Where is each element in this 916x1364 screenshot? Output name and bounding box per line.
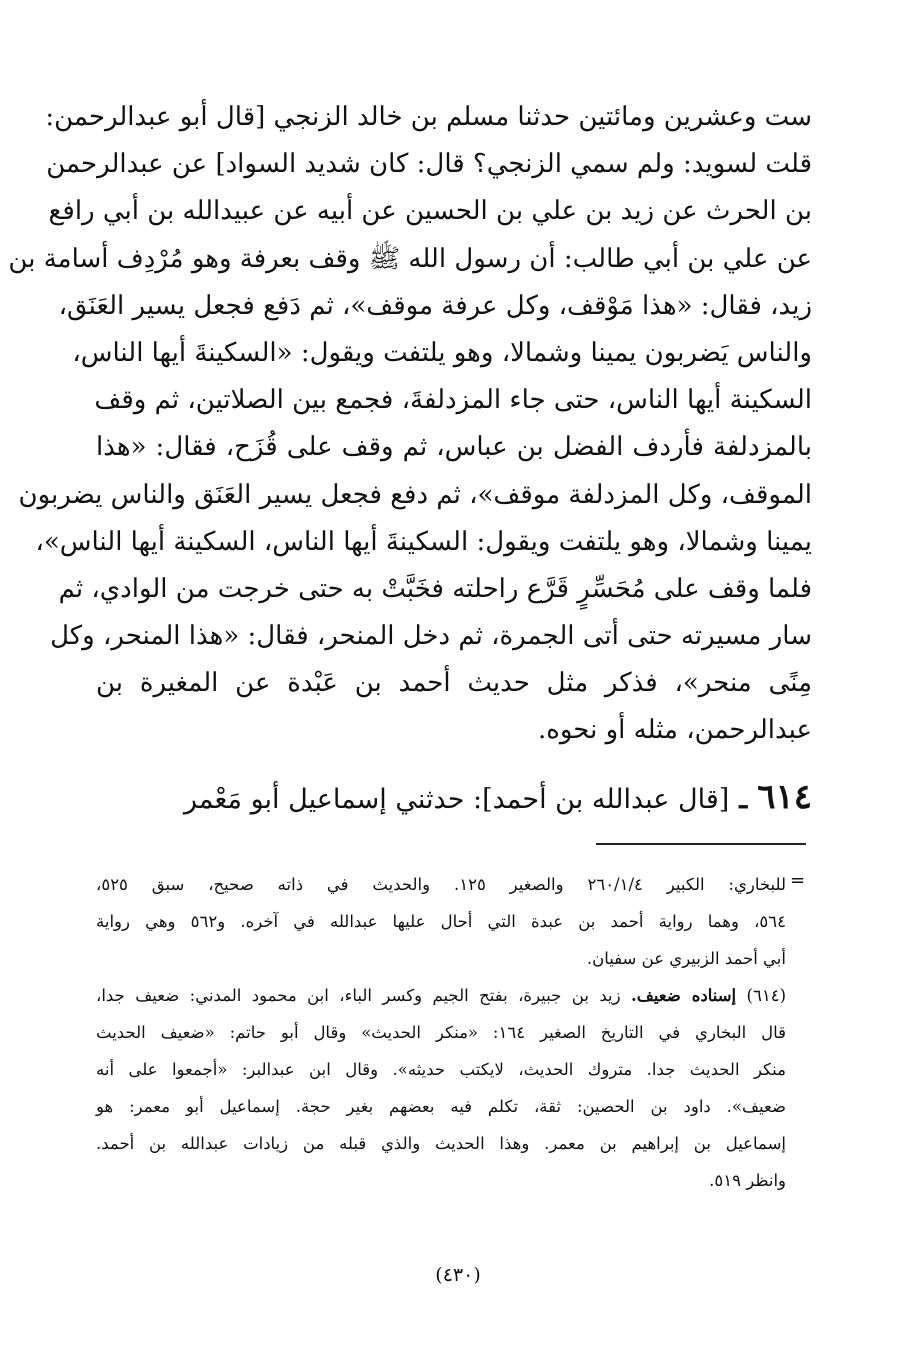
footnote-continuation-mark: =	[790, 870, 806, 891]
footnote-line: ضعيف». داود بن الحصين: ثقة، تكلم فيه بعضهم بغير حجة. إسماعيل أبو معمر: هو	[96, 1097, 786, 1116]
footnote-line: وانظر ٥١٩.	[709, 1171, 786, 1190]
main-text-line: السكينة أيها الناس، حتى جاء المزدلفةَ، فجمع بين الصلاتين، ثم وقف	[94, 385, 812, 416]
main-text-line: فلما وقف على مُحَسِّرٍ قَرَّع راحلته فخَبَّتْ به حتى خرجت من الوادي، ثم	[58, 573, 812, 604]
footnote-line: إسماعيل بن إبراهيم بن معمر. وهذا الحديث والذي قبله من زيادات عبدالله بن أحمد.	[96, 1134, 786, 1153]
footnote-grading: إسناده ضعيف.	[631, 986, 737, 1005]
footnote-number: (٦١٤)	[746, 986, 787, 1005]
main-text-line: يمينا وشمالا، وهو يلتفت ويقول: السكينةَ أيها الناس، السكينة أيها الناس»،	[35, 526, 812, 557]
hadith-heading	[96, 770, 812, 824]
footnotes-block	[96, 866, 786, 1199]
footnote-614-first-line	[96, 977, 786, 1014]
footnote-divider	[596, 843, 806, 845]
footnote-line: أبي أحمد الزبيري عن سفيان.	[586, 949, 786, 968]
main-text-line: ست وعشرين ومائتين حدثنا مسلم بن خالد الزنجي [قال أبو عبدالرحمن:	[45, 102, 812, 132]
footnote-line: قال البخاري في التاريخ الصغير ١٦٤: «منكر الحديث» وقال أبو حاتم: «ضعيف الحديث	[96, 1023, 786, 1042]
main-text-line: سار مسيرته حتى أتى الجمرة، ثم دخل المنحر، فقال: «هذا المنحر، وكل	[50, 621, 812, 652]
main-text-block	[8, 94, 812, 755]
hadith-number: ٦١٤	[757, 777, 812, 817]
hadith-heading-text: [قال عبدالله بن أحمد]: حدثني إسماعيل أبو مَعْمر	[184, 784, 730, 815]
footnote-line: ٥٦٤، وهما رواية أحمد بن عبدة التي أحال عليها عبدالله في آخره. و٥٦٢ وهي رواية	[96, 912, 786, 931]
hadith-dash: ـ	[739, 784, 748, 815]
page-number: (٤٣٠)	[435, 1264, 481, 1286]
main-text-line: عبدالرحمن، مثله أو نحوه.	[537, 715, 812, 746]
main-text-line: بالمزدلفة فأردف الفضل بن عباس، ثم وقف على قُزَح، فقال: «هذا	[96, 432, 812, 463]
main-text-line: قلت لسويد: ولم سمي الزنجي؟ قال: كان شديد السواد] عن عبدالرحمن	[46, 149, 812, 180]
main-text-line: الموقف، وكل المزدلفة موقف»، ثم دفع فجعل يسير العَنَق والناس يضربون	[18, 479, 812, 510]
main-text-line: والناس يَضربون يمينا وشمالا، وهو يلتفت ويقول: «السكينةَ أيها الناس،	[72, 337, 812, 368]
footnote-line: للبخاري: الكبير ٢٦٠/١/٤ والصغير ١٢٥. والحديث في ذاته صحيح، سبق ٥٢٥،	[96, 875, 787, 894]
main-text-line: بن الحرث عن زيد بن علي بن الحسين عن أبيه عن عبيدالله بن أبي رافع	[48, 196, 812, 227]
footnote-text: زيد بن جبيرة، بفتح الجيم وكسر الباء، ابن محمود المدني: ضعيف جدا،	[96, 986, 621, 1005]
footnote-line: منكر الحديث جدا. متروك الحديث، لايكتب حديثه». وقال ابن عبدالبر: «أجمعوا على أنه	[96, 1060, 786, 1079]
main-text-line: زيد، فقال: «هذا مَوْقف، وكل عرفة موقف»، ثم دَفع فجعل يسير العَنَق،	[58, 290, 812, 321]
main-text-line: مِنًى منحر»، فذكر مثل حديث أحمد بن عَبْدة عن المغيرة بن	[96, 668, 812, 699]
main-text-line: عن علي بن أبي طالب: أن رسول الله ﷺ وقف بعرفة وهو مُرْدِف أسامة بن	[8, 243, 812, 274]
